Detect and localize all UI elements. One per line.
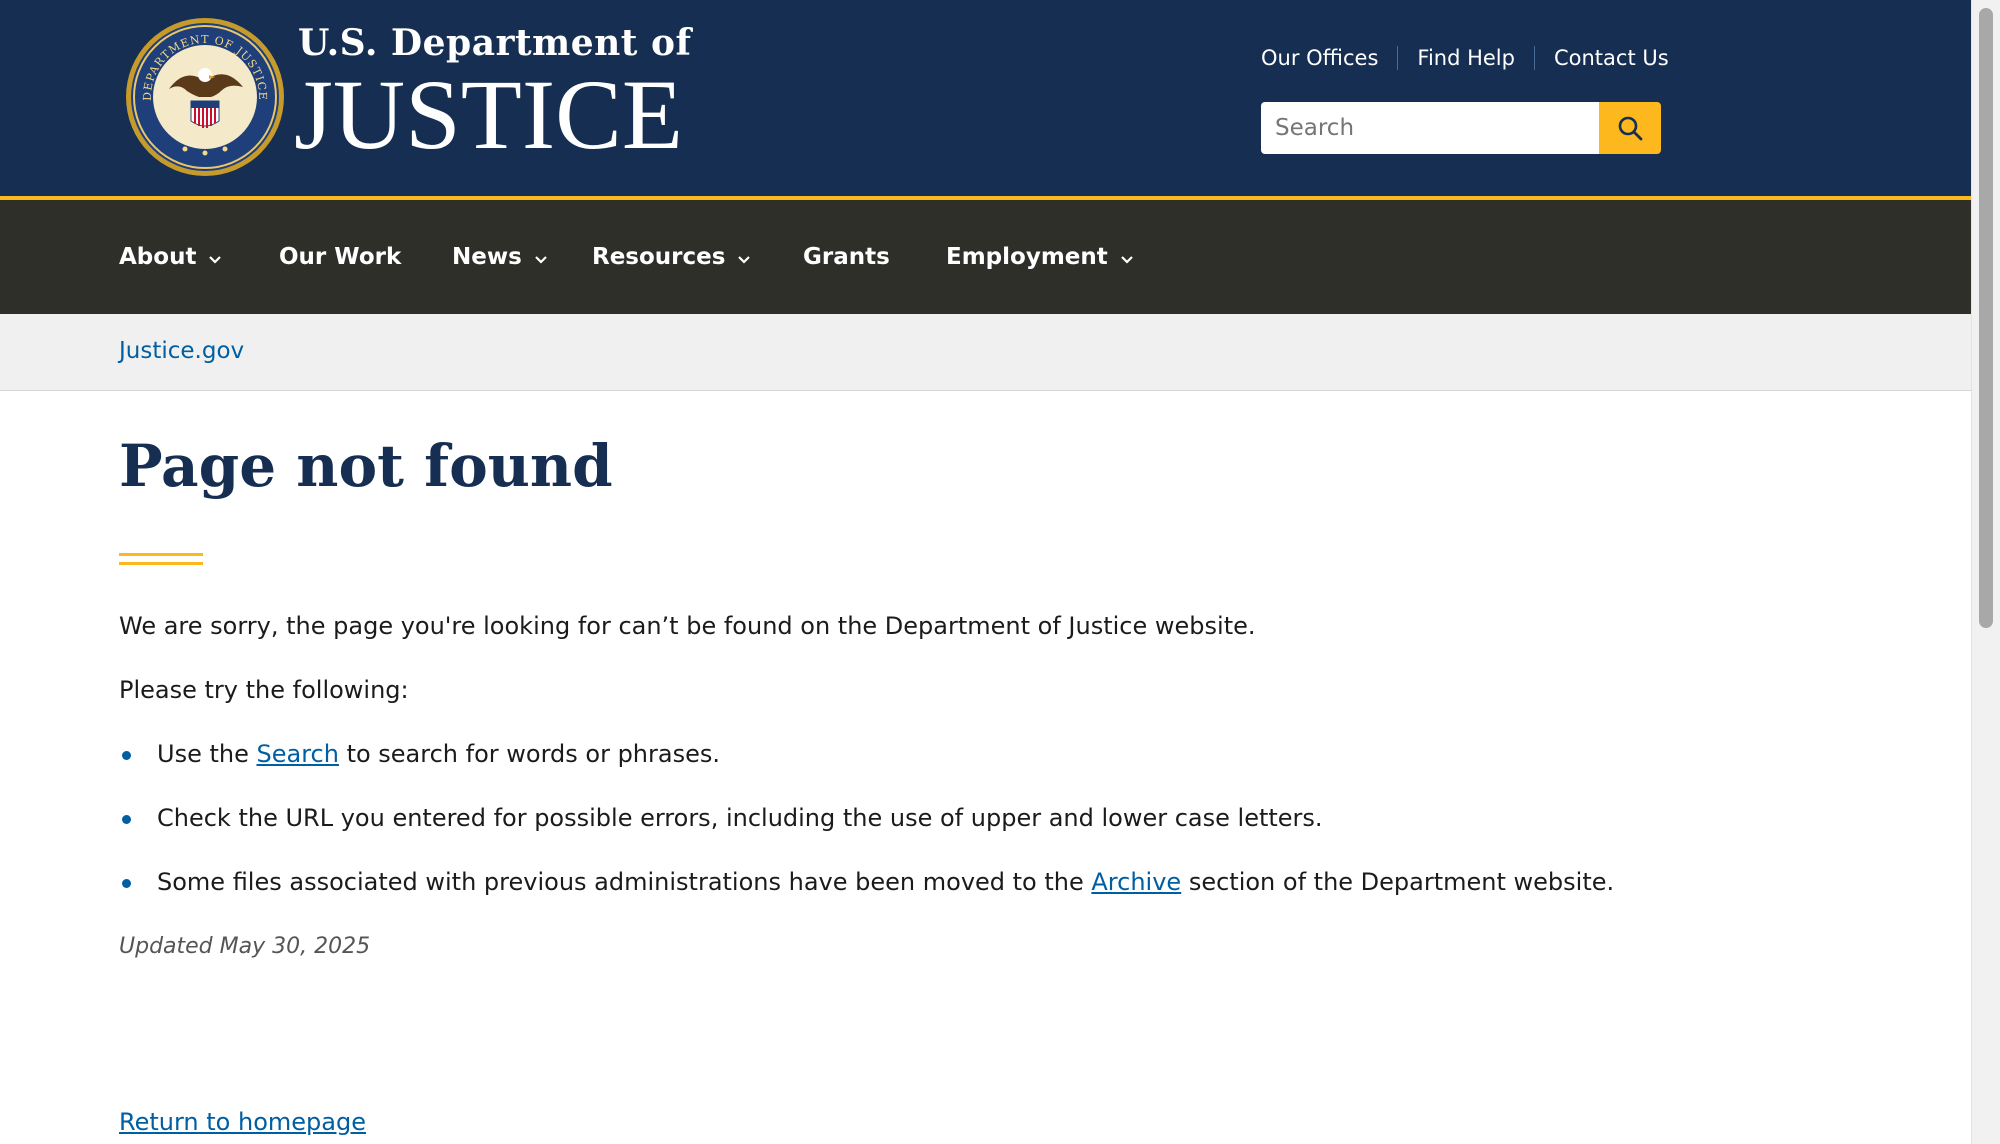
bullet-icon [122, 879, 131, 888]
utility-link-find-help[interactable]: Find Help [1397, 46, 1534, 70]
list-item-text-before: Some files associated with previous administrations have been moved to the [157, 868, 1092, 896]
utility-link-contact-us[interactable]: Contact Us [1534, 46, 1688, 70]
nav-item-resources[interactable] [592, 200, 751, 314]
search-input[interactable] [1261, 102, 1599, 154]
breadcrumb [0, 314, 1971, 391]
bullet-icon [122, 815, 131, 824]
main-nav [0, 200, 1971, 314]
site-header [0, 0, 1971, 196]
chevron-down-icon [737, 255, 751, 265]
bullet-icon [122, 751, 131, 760]
nav-item-label: Employment [946, 244, 1108, 270]
nav-item-label: Our Work [279, 244, 402, 270]
chevron-down-icon [208, 255, 222, 265]
nav-item-label: Resources [592, 244, 726, 270]
updated-date: Updated May 30, 2025 [119, 934, 371, 959]
list-item [119, 804, 1323, 832]
nav-item-label: News [452, 244, 522, 270]
nav-item-employment[interactable] [946, 200, 1134, 314]
list-item [119, 740, 720, 768]
list-item-text-after: section of the Department website. [1181, 868, 1615, 896]
utility-nav [1261, 42, 1688, 74]
list-item-text-after: to search for words or phrases. [338, 740, 720, 768]
list-item [119, 868, 1614, 896]
nav-item-news[interactable] [452, 200, 548, 314]
brand-title-main[interactable]: JUSTICE [294, 59, 683, 170]
scrollbar-thumb[interactable] [1979, 8, 1993, 628]
nav-item-label: About [119, 244, 197, 270]
nav-item-grants[interactable] [803, 200, 890, 314]
search-link[interactable]: Search [256, 740, 339, 768]
brand-title-top[interactable]: U.S. Department of [298, 22, 692, 64]
search-icon [1617, 115, 1643, 141]
breadcrumb-link-home[interactable]: Justice.gov [119, 338, 245, 364]
list-item-text: Check the URL you entered for possible errors, including the use of upper and lower case letters. [157, 804, 1323, 832]
doj-seal-logo[interactable] [125, 17, 285, 177]
svg-text:DEPARTMENT OF JUSTICE: DEPARTMENT OF JUSTICE [140, 32, 270, 101]
chevron-down-icon [1120, 255, 1134, 265]
try-heading: Please try the following: [119, 676, 409, 704]
list-item-text-before: Use the [157, 740, 257, 768]
return-to-homepage-link[interactable]: Return to homepage [119, 1108, 366, 1136]
utility-link-our-offices[interactable]: Our Offices [1261, 46, 1379, 70]
nav-item-about[interactable] [119, 200, 222, 314]
nav-item-our-work[interactable] [279, 200, 401, 314]
chevron-down-icon [534, 255, 548, 265]
scrollbar[interactable] [1971, 0, 2000, 1144]
search-button[interactable] [1599, 102, 1661, 154]
site-search [1261, 102, 1661, 154]
page-title: Page not found [119, 432, 613, 500]
archive-link[interactable]: Archive [1091, 868, 1182, 896]
intro-text: We are sorry, the page you're looking for can’t be found on the Department of Justice website. [119, 612, 1256, 640]
nav-item-label: Grants [803, 244, 890, 270]
title-underline-decoration [119, 553, 203, 565]
